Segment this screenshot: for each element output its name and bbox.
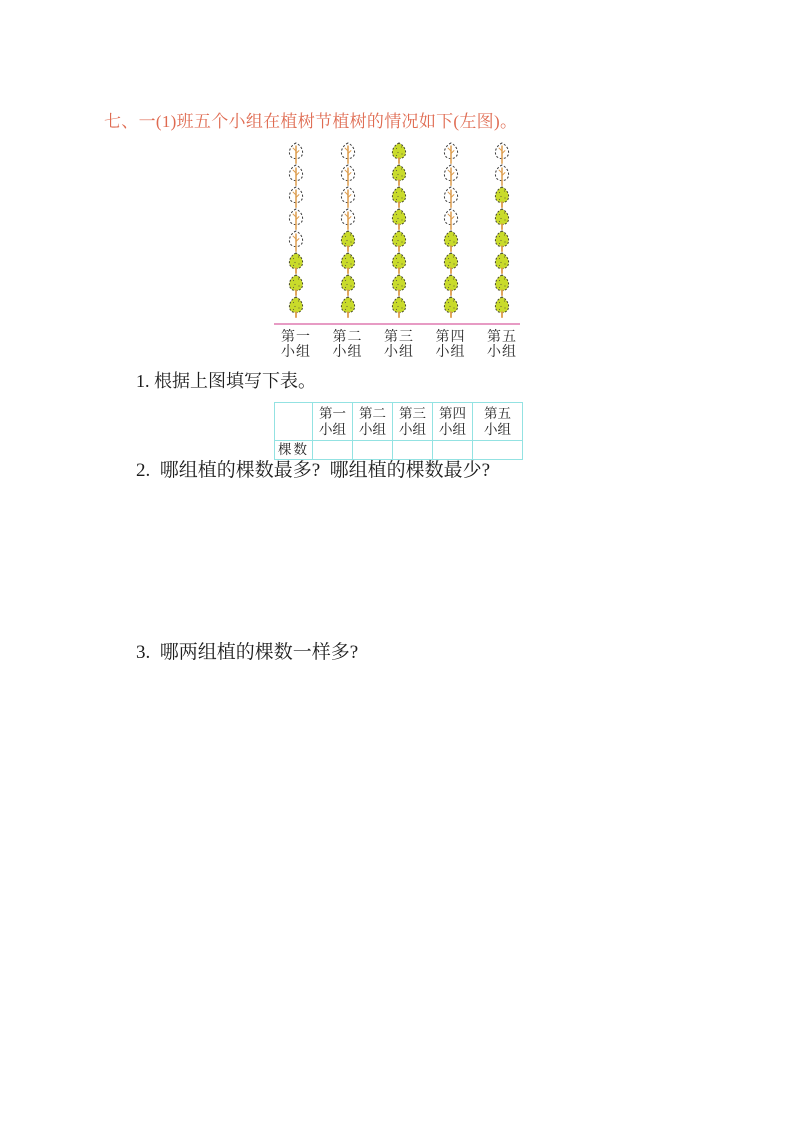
empty-tree-icon [490, 142, 514, 164]
table-header-group-5: 第五 小组 [473, 403, 523, 441]
planted-tree-icon [387, 296, 411, 318]
table-row-label-count: 棵数 [275, 441, 313, 460]
question-3: 3. 哪两组植的棵数一样多? [136, 642, 359, 663]
planted-tree-icon [284, 252, 308, 274]
empty-tree-icon [284, 208, 308, 230]
planted-tree-icon [336, 274, 360, 296]
table-header-group-1: 第一 小组 [313, 403, 353, 441]
tree-column-3 [377, 142, 421, 318]
group-label-2: 第二 小组 [332, 330, 363, 360]
planted-tree-icon [490, 252, 514, 274]
empty-tree-icon [439, 186, 463, 208]
group-labels [274, 330, 524, 360]
planted-tree-icon [336, 296, 360, 318]
planted-tree-icon [439, 252, 463, 274]
planted-tree-icon [490, 186, 514, 208]
empty-tree-icon [439, 164, 463, 186]
planted-tree-icon [490, 208, 514, 230]
planted-tree-icon [439, 274, 463, 296]
empty-tree-icon [336, 208, 360, 230]
question-1: 1. 根据上图填写下表。 [136, 371, 316, 391]
table-corner-cell [275, 403, 313, 441]
question-2: 2. 哪组植的棵数最多? 哪组植的棵数最少? [136, 460, 491, 481]
group-label-5: 第五 小组 [487, 330, 517, 360]
question-seven-title: 七、一(1)班五个小组在植树节植树的情况如下(左图)。 [104, 112, 518, 131]
table-answer-cell-1[interactable] [313, 441, 353, 460]
planted-tree-icon [336, 230, 360, 252]
planted-tree-icon [284, 296, 308, 318]
planted-tree-icon [490, 296, 514, 318]
planted-tree-icon [336, 252, 360, 274]
planted-tree-icon [284, 274, 308, 296]
empty-tree-icon [336, 186, 360, 208]
table-header-group-4: 第四 小组 [433, 403, 473, 441]
tree-column-5 [480, 142, 524, 318]
planted-tree-icon [439, 230, 463, 252]
table-header-group-3: 第三 小组 [393, 403, 433, 441]
planted-tree-icon [490, 230, 514, 252]
planted-tree-icon [387, 164, 411, 186]
empty-tree-icon [439, 208, 463, 230]
planted-tree-icon [387, 230, 411, 252]
planted-tree-icon [439, 296, 463, 318]
table-answer-cell-4[interactable] [433, 441, 473, 460]
table-answer-cell-5[interactable] [473, 441, 523, 460]
empty-tree-icon [284, 230, 308, 252]
planted-tree-icon [490, 274, 514, 296]
empty-tree-icon [284, 186, 308, 208]
planted-tree-icon [387, 208, 411, 230]
group-label-3: 第三 小组 [384, 330, 414, 360]
empty-tree-icon [284, 142, 308, 164]
tree-column-1 [274, 142, 318, 318]
planted-tree-icon [387, 186, 411, 208]
group-label-1: 第一 小组 [281, 330, 311, 360]
planted-tree-icon [387, 142, 411, 164]
table-answer-cell-2[interactable] [353, 441, 393, 460]
tree-pictograph [274, 142, 524, 360]
empty-tree-icon [490, 164, 514, 186]
tree-column-2 [326, 142, 370, 318]
tree-column-4 [429, 142, 473, 318]
group-label-4: 第四 小组 [435, 330, 466, 360]
empty-tree-icon [336, 142, 360, 164]
empty-tree-icon [336, 164, 360, 186]
tree-columns [274, 142, 524, 318]
planted-tree-icon [387, 252, 411, 274]
planted-tree-icon [387, 274, 411, 296]
fill-in-table [274, 402, 523, 460]
empty-tree-icon [439, 142, 463, 164]
table-answer-cell-3[interactable] [393, 441, 433, 460]
axis-baseline [274, 323, 520, 325]
empty-tree-icon [284, 164, 308, 186]
table-header-group-2: 第二 小组 [353, 403, 393, 441]
